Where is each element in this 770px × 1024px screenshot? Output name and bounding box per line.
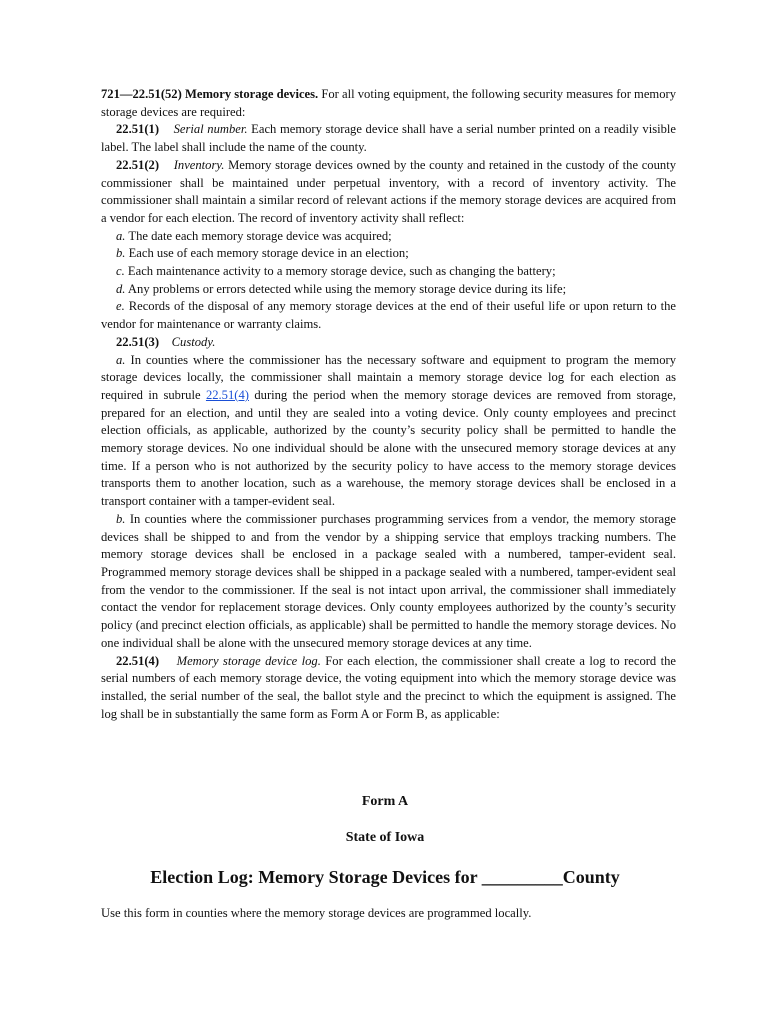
subrule-1-text: Each memory storage device shall have a serial number printed on a readily visible label. The label shall include the name of the county. (101, 122, 677, 155)
item-text: Each use of each memory storage device in an election; (128, 246, 409, 261)
subrule-1 (101, 121, 676, 156)
list-item (101, 298, 676, 333)
list-item (101, 281, 676, 299)
item-letter: a. (116, 228, 126, 243)
subrule-2-text: Memory storage devices owned by the county and retained in the custody of the county commissioner shall be maintained under perpetual inventory, with a record of inventory activity. The commissioner shall maintain a similar record of relevant actions if the memory storage devices are acquired from a vendor for each election. The record of inventory activity shall reflect: (101, 157, 676, 225)
item-letter: d. (116, 281, 126, 296)
subrule-1-number: 22.51(1) (116, 122, 160, 137)
subrule-4 (101, 653, 676, 724)
item-text: Each maintenance activity to a memory storage device, such as changing the battery; (127, 264, 556, 279)
paragraph-a-text-before: In counties where the commissioner has the necessary software and equipment to program the memory storage devices locally, the commissioner shall maintain a memory storage device log for each election as required in subrule (101, 352, 676, 402)
subrule-3 (101, 334, 676, 352)
subrule-3-title: Custody. (171, 334, 216, 349)
rule-heading: Memory storage devices. (184, 87, 319, 101)
form-label: Form A (361, 794, 409, 809)
item-letter: c. (116, 264, 125, 279)
item-letter: b. (116, 246, 126, 261)
rule-body (101, 86, 676, 723)
subrule-4-number: 22.51(4) (116, 653, 160, 668)
form-title: Election Log: Memory Storage Devices for _________County (150, 867, 620, 887)
item-text: Records of the disposal of any memory storage devices at the end of their useful life or upon return to the vendor for maintenance or warranty claims. (101, 299, 676, 332)
rule-number: 721—22.51(52) (101, 87, 182, 101)
form-instruction: Use this form in counties where the memory storage devices are programmed locally. (101, 906, 532, 920)
item-letter: a. (116, 352, 126, 367)
subrule-3-number: 22.51(3) (116, 334, 160, 349)
item-text: Any problems or errors detected while using the memory storage device during its life; (127, 281, 567, 296)
subrule-link[interactable]: 22.51(4) (205, 387, 249, 402)
list-item (101, 245, 676, 263)
item-text: The date each memory storage device was acquired; (128, 228, 392, 243)
list-item (101, 263, 676, 281)
subrule-2 (101, 157, 676, 228)
subrule-2-title: Inventory. (173, 157, 225, 172)
paragraph-b-text: In counties where the commissioner purchases programming services from a vendor, the memory storage devices shall be shipped to and from the vendor by a shipping service that employs tracking numbers. The memory storage devices shall be enclosed in a package sealed with a numbered, tamper-evident seal. Programmed memory storage devices shall be shipped in a package sealed with a numbered, tamper-evident seal from the vendor to the commissioner. If the seal is not intact upon arrival, the commissioner shall immediately contact the vendor for replacement storage devices. Only county employees authorized by the county’s security policy (and precinct election officials, as applicable) shall be permitted to handle the memory storage devices. No one individual shall be alone with the unsecured memory storage devices at any time. (101, 511, 676, 650)
paragraph-a (101, 352, 676, 511)
subrule-4-title: Memory storage device log. (176, 653, 321, 668)
subrule-2-number: 22.51(2) (116, 157, 160, 172)
paragraph-a-text-after: during the period when the memory storage devices are removed from storage, prepared for an election, and until they are sealed into a voting device. Only county employees and precinct election officials, as applicable, authorized by the county’s security policy shall be permitted to handle the memory storage devices. No one individual should be alone with the unsecured memory storage devices at any time. If a person who is not authorized by the security policy to have access to the memory storage devices transports them to another location, such as a warehouse, the memory storage devices shall be enclosed in a transport container with a tamper-evident seal. (101, 387, 677, 509)
subrule-1-title: Serial number. (173, 122, 248, 137)
paragraph-b (101, 511, 676, 653)
form-state: State of Iowa (345, 830, 425, 845)
subrule-4-text: For each election, the commissioner shall create a log to record the serial numbers of each memory storage device, the voting equipment into which the memory storage device was installed, the serial number of the seal, the ballot style and the precinct to which the equipment is assigned. The log shall be in substantially the same form as Form A or Form B, as applicable: (101, 653, 676, 721)
rule-intro-text: For all voting equipment, the following security measures for memory storage devices are required: (101, 87, 677, 119)
item-letter: e. (116, 299, 125, 314)
item-letter: b. (116, 511, 126, 526)
list-item (101, 228, 676, 246)
rule-intro (101, 86, 676, 121)
